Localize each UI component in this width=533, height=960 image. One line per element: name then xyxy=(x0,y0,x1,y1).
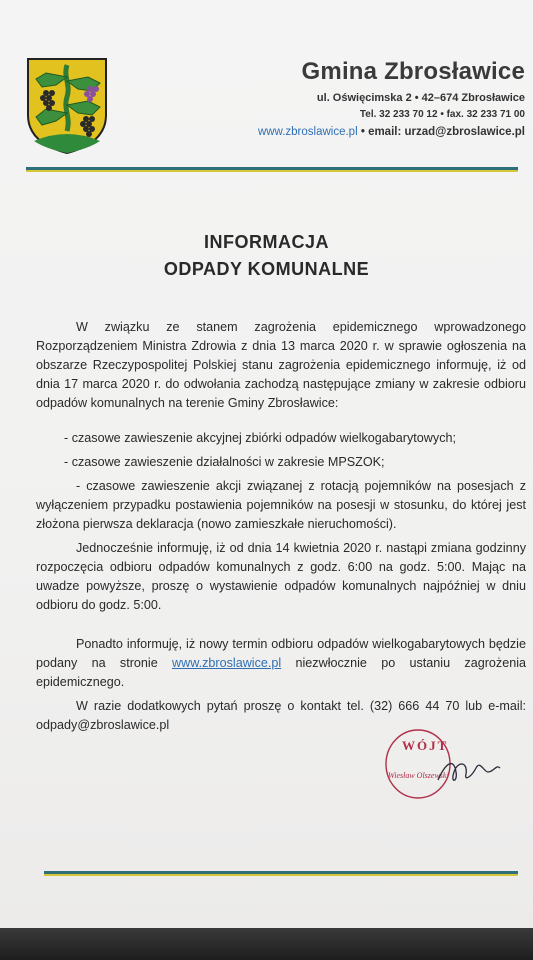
table-surface xyxy=(0,928,533,960)
website-link[interactable]: www.zbroslawice.pl xyxy=(257,126,358,138)
footer-divider xyxy=(44,871,518,876)
paragraph-contact: W razie dodatkowych pytań proszę o kontakt tel. (32) 666 44 70 lub e-mail: odpady@zbroslawice.pl xyxy=(36,699,526,732)
paragraph-schedule-change: Jednocześnie informuję, iż od dnia 14 kwietnia 2020 r. nastąpi zmiana godzinny rozpoczęcia odbioru odpadów komunalnych z godz. 6:00 na godz. 5:00. Mając na uwadze powyższe, proszę o wystawienie odpadów komunalnych najpóźniej w dniu odbioru do godz. 5:00. xyxy=(36,541,526,612)
header-divider xyxy=(26,167,518,172)
stamp-title: WÓJT xyxy=(402,738,449,753)
list-item: - czasowe zawieszenie akcyjnej zbiórki odpadów wielkogabarytowych; xyxy=(64,431,456,445)
document-title: INFORMACJA xyxy=(204,232,329,252)
list-item: - czasowe zawieszenie działalności w zakresie MPSZOK; xyxy=(64,455,385,469)
stamp-name: Wiesław Olszewski xyxy=(388,771,449,780)
website-link-inline[interactable]: www.zbroslawice.pl xyxy=(172,656,282,670)
municipal-coat-of-arms xyxy=(26,57,108,155)
municipality-name: Gmina Zbrosławice xyxy=(301,58,525,85)
email-text: • email: urzad@zbroslawice.pl xyxy=(360,126,525,138)
paragraph-bulky-waste: Ponadto informuję, iż nowy termin odbioru odpadów wielkogabarytowych będzie podany na stronie www.zbroslawice.pl niezwłocznie po ustaniu zagrożenia epidemicznego. xyxy=(36,637,527,689)
list-item: - czasowe zawieszenie akcji związanej z rotacją pojemników na posesjach z wyłączeniem przypadku postawienia pojemników na posesji w stosunku, do której jest złożona pierwsza deklaracja (nowo zamieszkałe nieruchomości). xyxy=(36,479,526,531)
municipality-phone: Tel. 32 233 70 12 • fax. 32 233 71 00 xyxy=(359,109,525,120)
signature-stamp xyxy=(384,728,533,808)
municipality-address: ul. Oświęcimska 2 • 42–674 Zbrosławice xyxy=(316,92,525,104)
municipality-contact-line xyxy=(258,126,525,138)
document-subtitle: ODPADY KOMUNALNE xyxy=(163,259,370,279)
letterhead xyxy=(258,58,525,138)
paragraph-intro: W związku ze stanem zagrożenia epidemicznego wprowadzonego Rozporządzeniem Ministra Zdrowia z dnia 13 marca 2020 r. w sprawie ogłoszenia na obszarze Rzeczypospolitej Polskiej stanu zagrożenia epidemicznego informuję, iż od dnia 17 marca 2020 r. do odwołania zachodzą następujące zmiany w zakresie odbioru odpadów komunalnych na terenie Gminy Zbrosławice: xyxy=(36,320,526,410)
